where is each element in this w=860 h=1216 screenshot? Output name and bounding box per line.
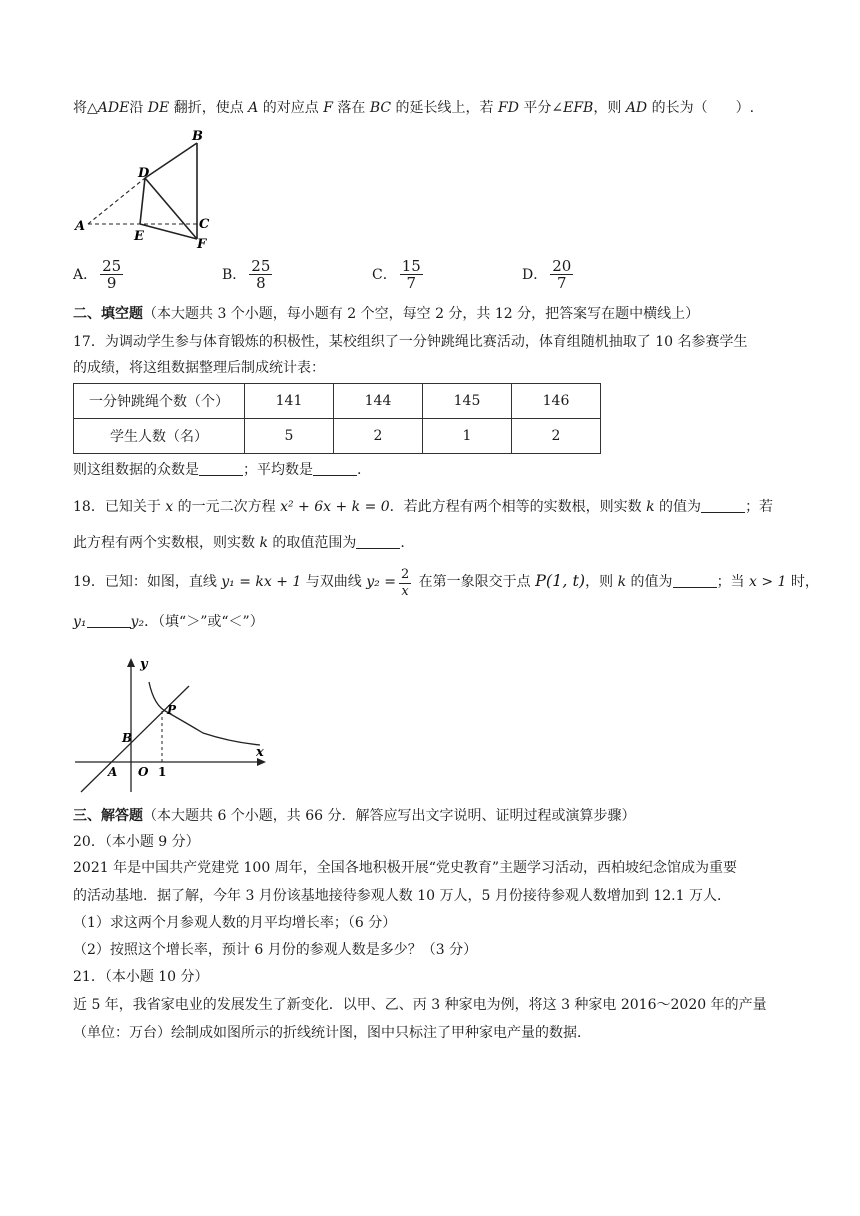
segment-EF [140, 224, 197, 239]
q18-text: . [400, 535, 405, 551]
q16-text: ，则 [593, 100, 626, 116]
label-y: y [140, 657, 148, 672]
section2-heading [73, 304, 699, 324]
q19-equation: y₂ = [366, 574, 396, 590]
segment-DF [145, 178, 197, 239]
q16-var: EFB [563, 100, 594, 116]
hyperbola-y2 [149, 682, 260, 745]
table-cell: 141 [245, 384, 334, 419]
answer-blank[interactable] [199, 461, 243, 476]
table-cell: 146 [512, 384, 601, 419]
table-row-header: 一分钟跳绳个数（个） [74, 384, 245, 419]
label-P: P [167, 703, 177, 717]
q18-var: x [165, 499, 174, 515]
q16-text: 翻折，使点 [169, 100, 249, 116]
q19-text: 19．已知：如图，直线 [73, 574, 222, 590]
q18-text: 的值为 [654, 499, 702, 515]
label-A: A [75, 219, 86, 234]
label-C: C [199, 217, 210, 232]
label-E: E [134, 229, 144, 244]
q18-text: ．若此方程有两个相等的实数根，则实数 [389, 499, 647, 515]
q16-var: FD [497, 100, 519, 116]
q17-ask-text: . [357, 462, 362, 478]
table-row [74, 384, 601, 419]
q16-var: A [248, 100, 259, 116]
choice-fraction [100, 258, 123, 291]
q20-sub2: （2）按照这个增长率，预计 6 月份的参观人数是多少？（3 分） [73, 942, 478, 958]
q20-head: 20．（本小题 9 分） [73, 834, 200, 850]
q19-text: 在第一象限交于点 [414, 574, 536, 590]
q19-fraction [399, 567, 411, 600]
numerator: 25 [251, 257, 271, 275]
choice-letter: A． [73, 266, 98, 283]
answer-blank[interactable] [673, 573, 717, 588]
section-title: 二、填空题 [73, 306, 143, 322]
q20-sub1: （1）求这两个月参观人数的月平均增长率；（6 分） [73, 915, 397, 931]
q18-line1 [73, 497, 773, 517]
section-note: （本大题共 6 个小题，共 66 分．解答应写出文字说明、证明过程或演算步骤） [143, 808, 636, 824]
denominator: 8 [256, 274, 266, 292]
section3-heading [73, 806, 636, 826]
choice-letter: B． [222, 266, 247, 283]
q16-triangle-figure [70, 126, 220, 252]
answer-blank[interactable] [701, 498, 745, 513]
q16-var: F [323, 100, 333, 116]
q19-text: ．（填“＞”或“＜”） [144, 614, 264, 630]
q17-line2: 的成绩，将这组数据整理后制成统计表： [73, 360, 325, 376]
label-B: B [192, 129, 203, 144]
y-axis-arrow [127, 658, 135, 667]
segment-DE [140, 178, 145, 224]
q19-text: 时， [786, 574, 819, 590]
table-cell: 2 [512, 419, 601, 454]
q19-point: P(1, t) [535, 571, 586, 590]
numerator: 2 [400, 567, 410, 582]
choice-b [222, 258, 275, 291]
answer-blank[interactable] [313, 461, 357, 476]
label-D: D [138, 166, 150, 181]
q19-equation: y₁ = kx + 1 [221, 574, 302, 590]
q16-var: ADE [97, 100, 130, 116]
q18-text: 此方程有两个实数根，则实数 [73, 535, 260, 551]
q18-var: k [646, 499, 655, 515]
q19-var: k [617, 574, 627, 590]
denominator: 9 [106, 274, 117, 292]
q19-line2 [73, 612, 264, 632]
choice-fraction [550, 258, 573, 291]
q19-var: y₁ [73, 614, 87, 630]
answer-blank[interactable] [87, 613, 131, 628]
choice-a [73, 258, 126, 291]
q18-var: k [259, 535, 268, 551]
q16-var: AD [625, 100, 648, 116]
choice-fraction [400, 258, 423, 291]
q19-text: ；当 [716, 574, 750, 590]
label-x: x [256, 745, 264, 760]
section-note: （本大题共 3 个小题，每小题有 2 个空，每空 2 分，共 12 分，把答案写在题中横线上） [143, 306, 700, 322]
q16-text: 的对应点 [258, 100, 324, 116]
q18-text: 的取值范围为 [267, 535, 357, 551]
q16-text: 的延长线上，若 [391, 100, 498, 116]
choice-fraction [249, 258, 272, 291]
line-y1 [81, 686, 189, 792]
q19-text: 的值为 [626, 574, 673, 590]
table-cell: 1 [423, 419, 512, 454]
q19-graph-figure [70, 650, 270, 798]
q20-p2: 的活动基地．据了解，今年 3 月份该基地接待参观人数 10 万人，5 月份接待参观人数增加到 12.1 万人． [73, 888, 731, 904]
table-cell: 145 [423, 384, 512, 419]
section-title: 三、解答题 [73, 808, 143, 824]
q19-condition: x > 1 [749, 574, 787, 590]
segment-DB [145, 143, 197, 178]
q16-var: DE [147, 100, 170, 116]
table-cell: 144 [334, 384, 423, 419]
q16-text: 将△ [73, 100, 98, 116]
q18-line2 [73, 533, 405, 553]
label-O: O [138, 765, 149, 779]
q19-text: 与双曲线 [301, 574, 367, 590]
q21-p2: （单位：万台）绘制成如图所示的折线统计图，图中只标注了甲种家电产量的数据． [73, 1025, 591, 1041]
q17-ask [73, 460, 361, 480]
q19-text: ，则 [585, 574, 618, 590]
dashed-AD [88, 178, 145, 224]
table-row [74, 419, 601, 454]
q17-stat-table [73, 383, 601, 454]
q16-text: 落在 [332, 100, 370, 116]
choice-d [522, 258, 576, 291]
choice-c [372, 258, 426, 291]
q16-text: 的长为（ ）. [647, 100, 755, 116]
label-F: F [197, 237, 207, 252]
answer-blank[interactable] [356, 534, 400, 549]
q21-p1: 近 5 年，我省家电业的发展发生了新变化．以甲、乙、丙 3 种家电为例，将这 3 种家电 2016～2020 年的产量 [73, 997, 767, 1013]
q16-text: 沿 [129, 100, 148, 116]
table-cell: 5 [245, 419, 334, 454]
q17-line1: 17．为调动学生参与体育锻炼的积极性，某校组织了一分钟跳绳比赛活动，体育组随机抽取了 10 名参赛学生 [73, 334, 748, 350]
q18-equation: x² + 6x + k = 0 [280, 499, 390, 515]
q19-var: y₂ [130, 614, 145, 630]
q18-text: ；若 [745, 499, 774, 515]
numerator: 20 [552, 257, 572, 275]
q16-text: 平分∠ [518, 100, 564, 116]
q20-p1: 2021 年是中国共产党建党 100 周年，全国各地积极开展“党史教育”主题学习活动，西柏坡纪念馆成为重要 [73, 860, 738, 876]
q18-text: 的一元二次方程 [173, 499, 281, 515]
numerator: 15 [401, 257, 421, 275]
choice-letter: C． [372, 266, 397, 283]
q16-stem [73, 98, 754, 118]
q17-ask-text: ；平均数是 [243, 462, 313, 478]
q19-line1 [73, 567, 819, 600]
denominator: x [401, 584, 409, 599]
table-row-header: 学生人数（名） [74, 419, 245, 454]
q16-var: BC [369, 100, 392, 116]
table-cell: 2 [334, 419, 423, 454]
q17-ask-text: 则这组数据的众数是 [73, 462, 199, 478]
q21-head: 21．（本小题 10 分） [73, 969, 209, 985]
label-A: A [108, 765, 118, 779]
denominator: 7 [557, 274, 567, 292]
numerator: 25 [102, 257, 122, 275]
label-1: 1 [158, 765, 167, 779]
choice-letter: D． [522, 266, 548, 283]
label-B: B [122, 731, 133, 745]
denominator: 7 [406, 274, 417, 292]
q18-text: 18．已知关于 [73, 499, 166, 515]
